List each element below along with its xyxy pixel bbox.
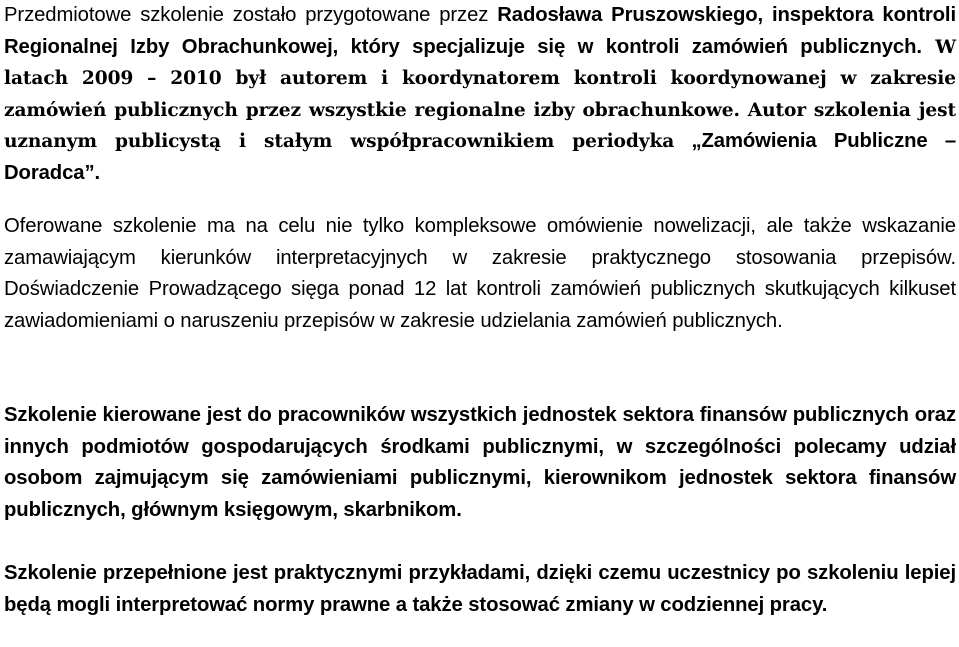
trainer-name-text: Radosława Pruszowskiego, inspektora kontroli Regionalnej Izby Obrachunkowej, który specjalizuje się w kontroli zamówień publicznych. <box>4 4 956 58</box>
paragraph-trainer-bio <box>4 0 956 190</box>
paragraph-practical-examples: Szkolenie przepełnione jest praktycznymi przykładami, dzięki czemu uczestnicy po szkoleniu lepiej będą mogli interpretować normy prawne a także stosować zmiany w codziennej pracy. <box>4 562 956 616</box>
trainer-intro-text: Przedmiotowe szkolenie zostało przygotowane przez <box>4 4 498 26</box>
periodical-title-text: „Zamówienia Publiczne – Doradca”. <box>4 130 956 184</box>
paragraph-target-audience: Szkolenie kierowane jest do pracowników wszystkich jednostek sektora finansów publicznych oraz innych podmiotów gospodarujących środkami publicznymi, w szczególności polecamy udział osobom zajmującym się zamówieniami publicznymi, kierownikom jednostek sektora finansów publicznych, głównym księgowym, skarbnikom. <box>4 404 956 521</box>
trainer-experience-text: W latach 2009 – 2010 był autorem i koordynatorem kontroli koordynowanej w zakresie zamówień publicznych przez wszystkie regionalne izby obrachunkowe. Autor szkolenia jest uznanym publicystą i stałym współpracownikiem periodyka <box>4 36 957 153</box>
paragraph-training-goal: Oferowane szkolenie ma na celu nie tylko kompleksowe omówienie nowelizacji, ale także wskazanie zamawiającym kierunków interpretacyjnych w zakresie praktycznego stosowania przepisów. Doświadczenie Prowadzącego sięga ponad 12 lat kontroli zamówień publicznych skutkujących kilkuset zawiadomieniami o naruszeniu przepisów w zakresie udzielania zamówień publicznych. <box>4 215 956 332</box>
